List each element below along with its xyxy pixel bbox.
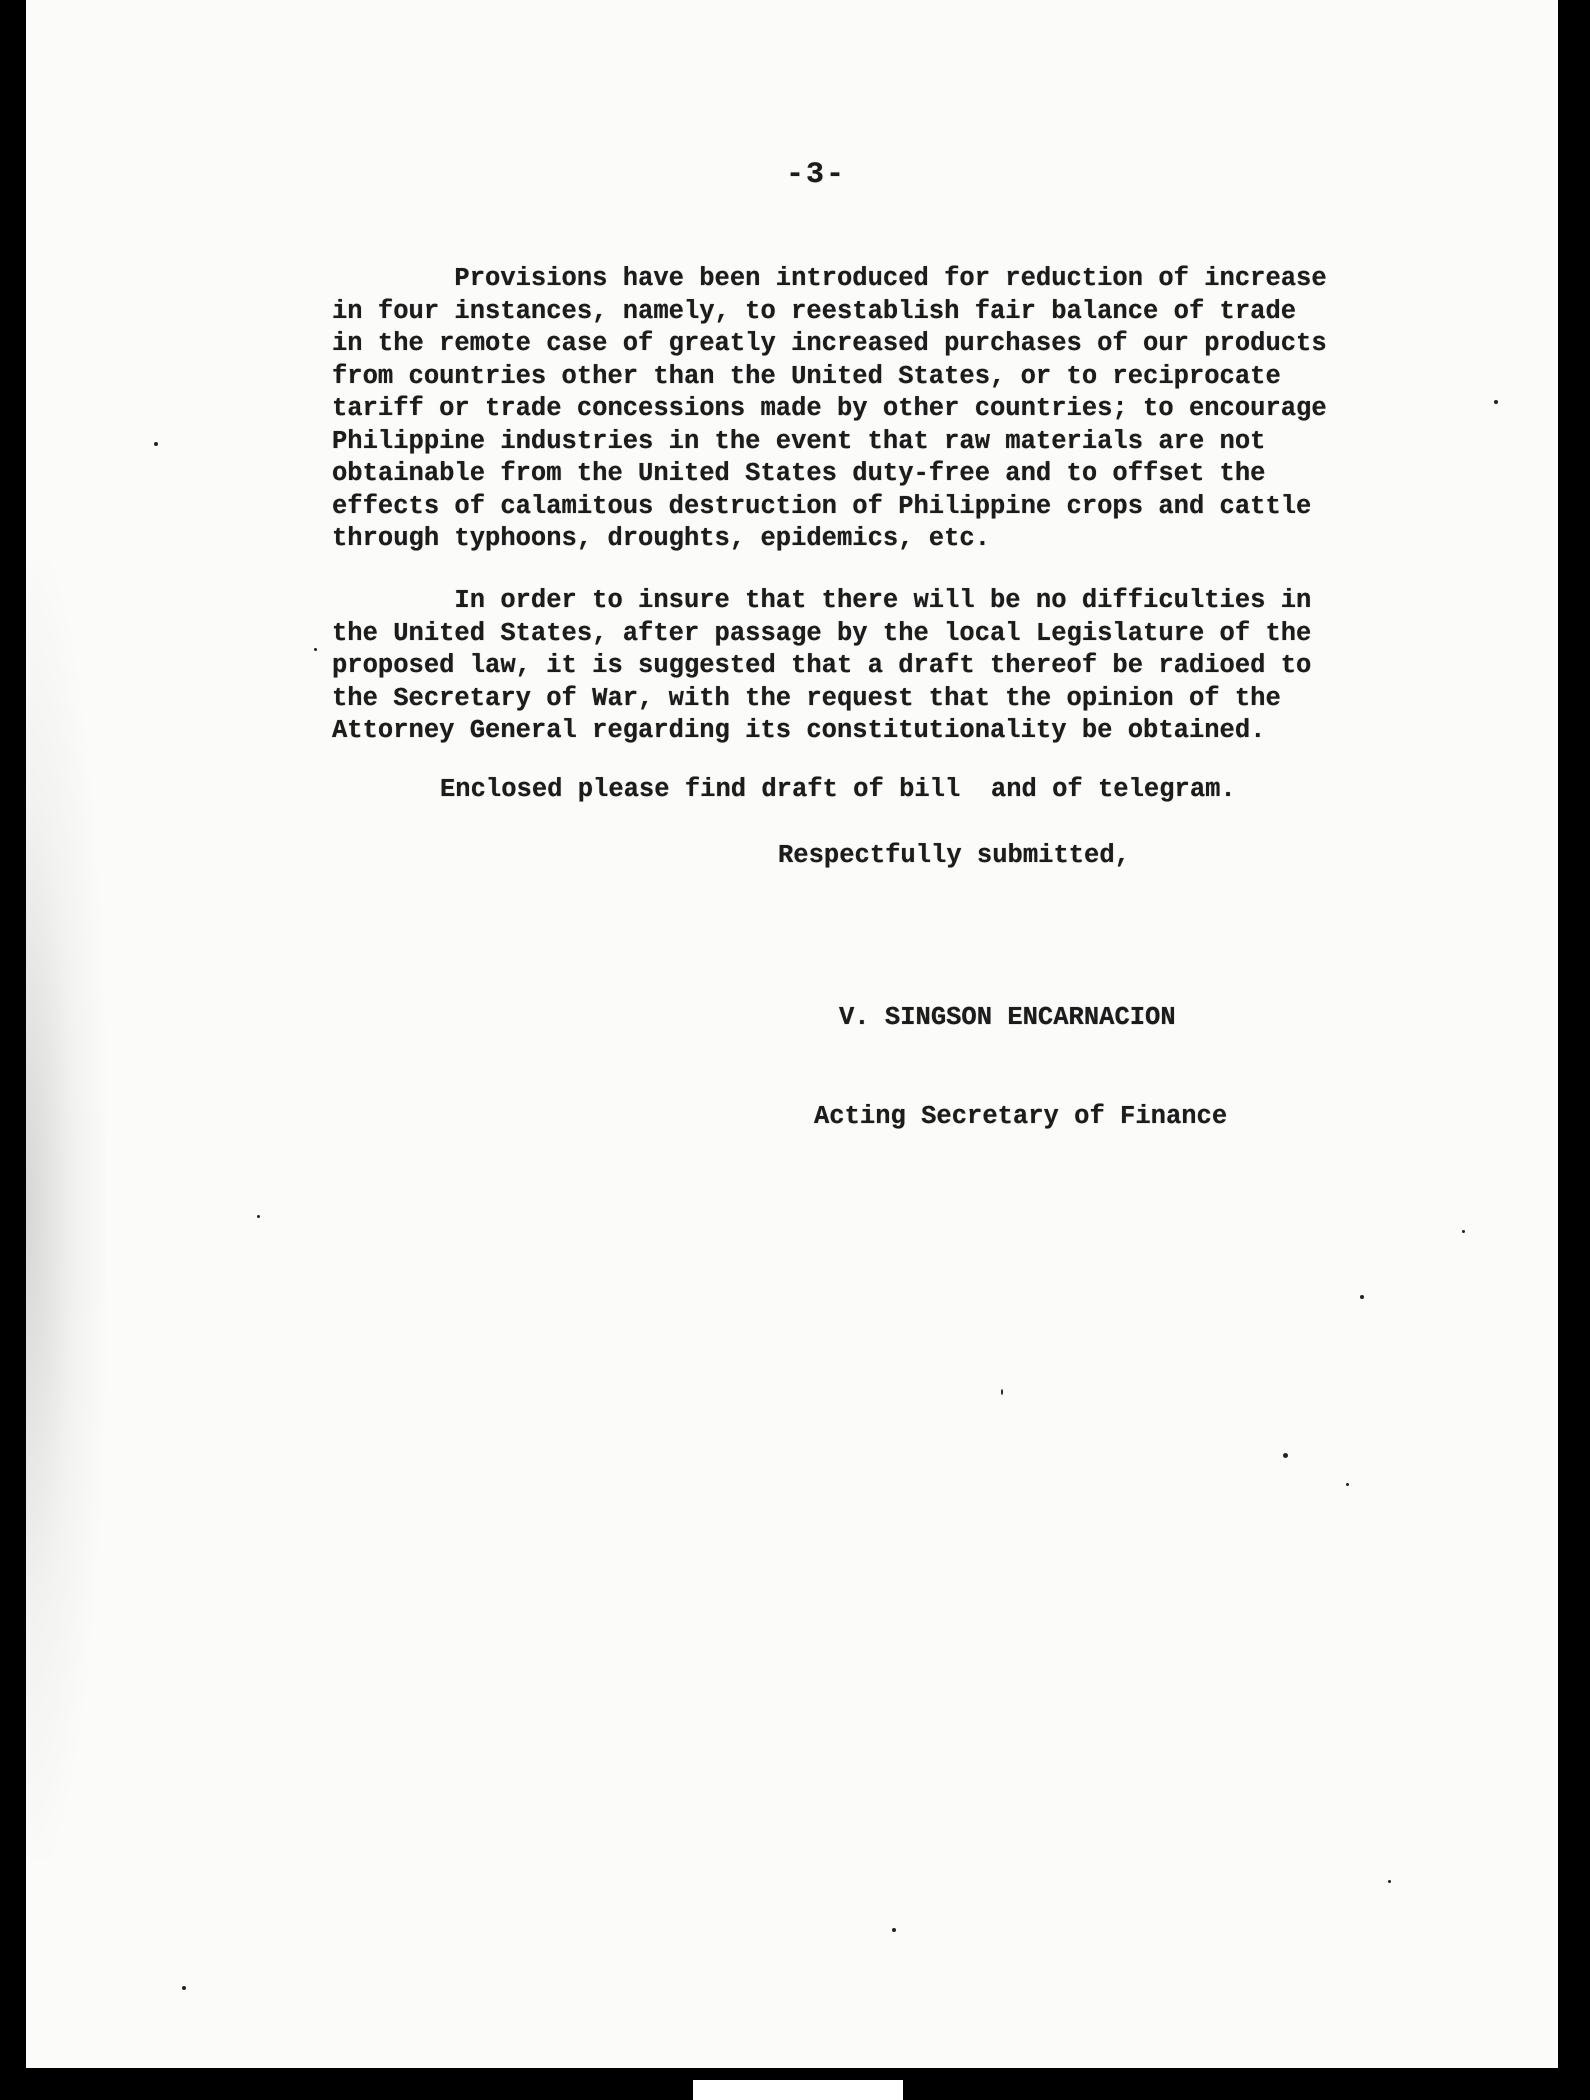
text-line: proposed law, it is suggested that a draft thereof be radioed to [332, 651, 1312, 680]
text-line: In order to insure that there will be no difficulties in [332, 586, 1312, 615]
paragraph-provisions [332, 263, 1442, 556]
enclosure-note: Enclosed please find draft of bill and of telegram. [440, 775, 1236, 804]
scan-speck [1283, 1453, 1288, 1458]
scan-speck [257, 1215, 260, 1218]
scan-speck [314, 648, 317, 651]
closing-salutation: Respectfully submitted, [778, 841, 1130, 870]
text-line: tariff or trade concessions made by other countries; to encourage [332, 394, 1327, 423]
scan-speck [1360, 1295, 1364, 1299]
signatory-title: Acting Secretary of Finance [814, 1102, 1228, 1131]
scan-speck [892, 1928, 896, 1932]
text-line: Attorney General regarding its constitutionality be obtained. [332, 716, 1266, 745]
text-line: in the remote case of greatly increased purchases of our products [332, 329, 1327, 358]
paper-sheet [26, 0, 1558, 2068]
scan-speck [1388, 1880, 1391, 1883]
text-line: Provisions have been introduced for reduction of increase [332, 264, 1327, 293]
scan-edge-tab [693, 2080, 903, 2100]
scan-speck [1462, 1230, 1465, 1233]
scan-speck [154, 442, 158, 446]
letter-body [26, 0, 1558, 2068]
scan-speck [1346, 1483, 1349, 1486]
paragraph-legislature [332, 585, 1442, 748]
text-line: the United States, after passage by the local Legislature of the [332, 618, 1312, 648]
text-line: effects of calamitous destruction of Philippine crops and cattle [332, 491, 1312, 521]
signatory-name: V. SINGSON ENCARNACION [839, 1003, 1176, 1032]
page-number: -3- [785, 158, 846, 192]
text-line: the Secretary of War, with the request that the opinion of the [332, 683, 1281, 713]
scan-speck [1001, 1389, 1003, 1395]
text-line: through typhoons, droughts, epidemics, etc. [332, 524, 991, 553]
text-line: Philippine industries in the event that raw materials are not [332, 426, 1266, 456]
text-line: in four instances, namely, to reestablish fair balance of trade [332, 296, 1297, 326]
scan-speck [182, 1986, 186, 1990]
text-line: obtainable from the United States duty-free and to offset the [332, 459, 1266, 488]
scan-speck [1494, 400, 1498, 404]
signature-block [814, 935, 1228, 1199]
text-line: from countries other than the United States, or to reciprocate [332, 361, 1281, 391]
